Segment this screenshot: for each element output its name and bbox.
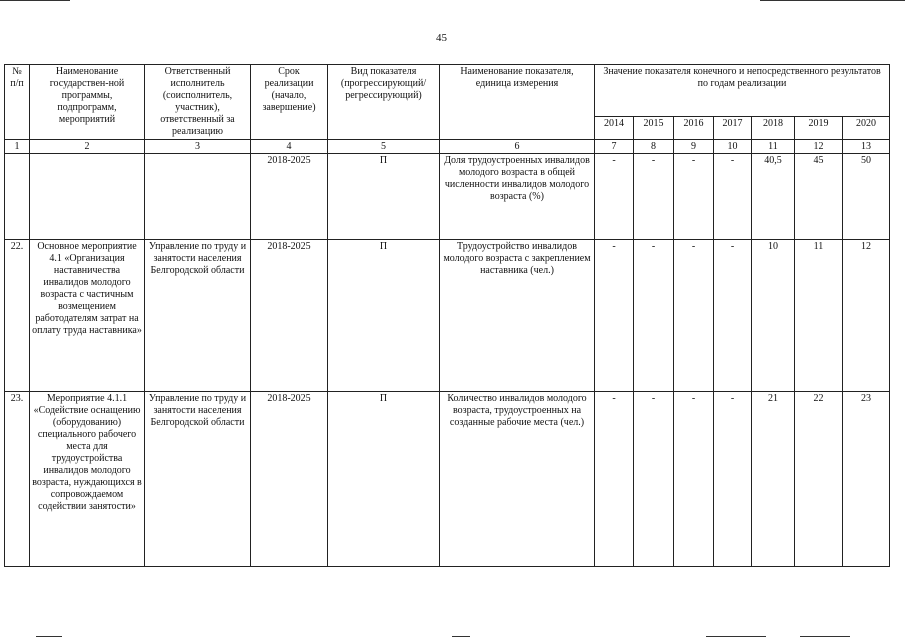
row-responsible: Управление по труду и занятости населения Белгородской области <box>145 392 251 567</box>
row-indicator: Доля трудоустроенных инвалидов молодого возраста в общей численности инвалидов молодого возраста (%) <box>440 154 595 240</box>
bottom-scan-line-mid <box>452 636 470 637</box>
row-value: 45 <box>795 154 843 240</box>
header-year: 2016 <box>674 117 714 140</box>
row-value: - <box>674 240 714 392</box>
column-index: 11 <box>752 140 795 154</box>
row-value: 23 <box>843 392 890 567</box>
column-index: 2 <box>30 140 145 154</box>
row-value: - <box>674 154 714 240</box>
page-number: 45 <box>436 32 447 44</box>
column-index: 13 <box>843 140 890 154</box>
row-num: 22. <box>5 240 30 392</box>
top-scan-line-left <box>0 0 70 1</box>
row-value: - <box>595 154 634 240</box>
header-indicator-type: Вид показателя (прогрессирующий/ регрессирующий) <box>328 65 440 140</box>
row-value: 10 <box>752 240 795 392</box>
column-index: 1 <box>5 140 30 154</box>
bottom-scan-line-left <box>36 636 62 637</box>
column-index: 10 <box>714 140 752 154</box>
row-value: - <box>634 240 674 392</box>
header-year: 2020 <box>843 117 890 140</box>
row-value: - <box>674 392 714 567</box>
row-value: - <box>714 392 752 567</box>
row-term: 2018-2025 <box>251 154 328 240</box>
row-value: - <box>714 240 752 392</box>
bottom-scan-line-right <box>706 636 766 637</box>
row-num: 23. <box>5 392 30 567</box>
row-type: П <box>328 240 440 392</box>
row-value: 11 <box>795 240 843 392</box>
row-value: 22 <box>795 392 843 567</box>
row-responsible <box>145 154 251 240</box>
column-index: 12 <box>795 140 843 154</box>
row-indicator: Количество инвалидов молодого возраста, трудоустроенных на созданные рабочие места (чел.) <box>440 392 595 567</box>
row-indicator: Трудоустройство инвалидов молодого возраста с закреплением наставника (чел.) <box>440 240 595 392</box>
header-term: Срок реализации (начало, завершение) <box>251 65 328 140</box>
column-index: 5 <box>328 140 440 154</box>
column-index: 6 <box>440 140 595 154</box>
row-program: Мероприятие 4.1.1 «Содействие оснащению (оборудованию) специального рабочего места для трудоустройства инвалидов молодого возраста, нуждающихся в сопровождаемом содействии занятости» <box>30 392 145 567</box>
column-index: 8 <box>634 140 674 154</box>
row-num <box>5 154 30 240</box>
row-value: 21 <box>752 392 795 567</box>
header-values-group: Значение показателя конечного и непосредственного результатов по годам реализации <box>595 65 890 117</box>
bottom-scan-line-far <box>800 636 850 637</box>
table-row <box>5 154 890 240</box>
row-value: - <box>634 392 674 567</box>
row-value: - <box>595 240 634 392</box>
row-responsible: Управление по труду и занятости населения Белгородской области <box>145 240 251 392</box>
row-type: П <box>328 392 440 567</box>
table-row <box>5 240 890 392</box>
row-type: П <box>328 154 440 240</box>
row-value: - <box>634 154 674 240</box>
column-index-row <box>5 140 890 154</box>
row-term: 2018-2025 <box>251 392 328 567</box>
column-index: 9 <box>674 140 714 154</box>
row-value: 50 <box>843 154 890 240</box>
header-indicator-name: Наименование показателя, единица измерения <box>440 65 595 140</box>
column-index: 7 <box>595 140 634 154</box>
header-year: 2017 <box>714 117 752 140</box>
header-num: № п/п <box>5 65 30 140</box>
row-value: - <box>595 392 634 567</box>
row-program <box>30 154 145 240</box>
header-year: 2014 <box>595 117 634 140</box>
top-scan-line-right <box>760 0 905 1</box>
row-value: - <box>714 154 752 240</box>
header-year: 2019 <box>795 117 843 140</box>
row-value: 12 <box>843 240 890 392</box>
header-program: Наименование государствен-ной программы, подпрограмм, мероприятий <box>30 65 145 140</box>
header-year: 2018 <box>752 117 795 140</box>
header-year: 2015 <box>634 117 674 140</box>
row-program: Основное мероприятие 4.1 «Организация наставничества инвалидов молодого возраста с частичным возмещением работодателям затрат на оплату труда наставника» <box>30 240 145 392</box>
row-term: 2018-2025 <box>251 240 328 392</box>
row-value: 40,5 <box>752 154 795 240</box>
program-table <box>4 64 890 567</box>
table-row <box>5 392 890 567</box>
header-responsible: Ответственный исполнитель (соисполнитель, участник), ответственный за реализацию <box>145 65 251 140</box>
column-index: 3 <box>145 140 251 154</box>
column-index: 4 <box>251 140 328 154</box>
